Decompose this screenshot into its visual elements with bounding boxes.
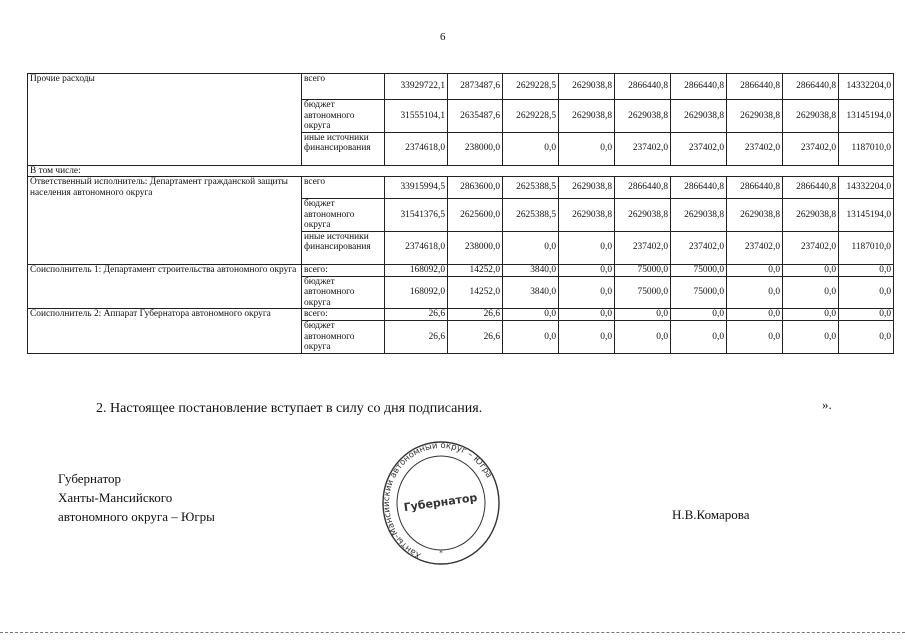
table-cell-value: 0,0 xyxy=(839,276,894,309)
table-cell-value: 2625388,5 xyxy=(503,177,559,199)
table-cell-value: 2866440,8 xyxy=(727,74,783,100)
table-cell-value: 75000,0 xyxy=(615,276,671,309)
table-cell-value: 2866440,8 xyxy=(783,177,839,199)
table-cell-value: 168092,0 xyxy=(385,276,448,309)
table-cell-value: 2866440,8 xyxy=(615,74,671,100)
table-cell-value: 2629038,8 xyxy=(559,74,615,100)
table-cell-value: 3840,0 xyxy=(503,276,559,309)
table-section-label: В том числе: xyxy=(28,165,894,177)
table-cell-program-name: Ответственный исполнитель: Департамент гражданской защиты населения автономного округа xyxy=(28,177,302,265)
table-cell-value: 0,0 xyxy=(503,132,559,165)
table-cell-funding-source: иные источники финансирования xyxy=(302,231,385,264)
table-cell-value: 2629038,8 xyxy=(783,199,839,232)
table-cell-value: 0,0 xyxy=(839,321,894,354)
table-cell-value: 33929722,1 xyxy=(385,74,448,100)
table-cell-value: 1187010,0 xyxy=(839,132,894,165)
table-cell-funding-source: всего: xyxy=(302,264,385,276)
table-cell-value: 0,0 xyxy=(727,309,783,321)
table-row xyxy=(28,309,894,321)
table-cell-value: 0,0 xyxy=(671,309,727,321)
table-cell-program-name: Соисполнитель 1: Департамент строительства автономного округа xyxy=(28,264,302,309)
clause-text: 2. Настоящее постановление вступает в силу со дня подписания. xyxy=(96,401,483,416)
table-cell-value: 0,0 xyxy=(503,321,559,354)
table-cell-value: 0,0 xyxy=(727,264,783,276)
table-cell-value: 237402,0 xyxy=(615,231,671,264)
signer-title-line-2: Ханты-Мансийского xyxy=(58,490,173,505)
signer-title-block xyxy=(58,469,215,526)
table-cell-value: 237402,0 xyxy=(783,132,839,165)
table-cell-funding-source: бюджет автономного округа xyxy=(302,321,385,354)
table-cell-value: 238000,0 xyxy=(448,132,503,165)
table-cell-program-name: Прочие расходы xyxy=(28,74,302,166)
table-cell-value: 0,0 xyxy=(559,231,615,264)
table-cell-value: 26,6 xyxy=(385,309,448,321)
table-cell-value: 26,6 xyxy=(385,321,448,354)
table-cell-value: 2866440,8 xyxy=(783,74,839,100)
table-cell-value: 0,0 xyxy=(559,321,615,354)
page-number: 6 xyxy=(440,31,446,43)
table-cell-funding-source: бюджет автономного округа xyxy=(302,276,385,309)
table-cell-value: 33915994,5 xyxy=(385,177,448,199)
table-cell-value: 168092,0 xyxy=(385,264,448,276)
table-cell-funding-source: бюджет автономного округа xyxy=(302,199,385,232)
budget-table xyxy=(27,73,894,354)
table-cell-value: 26,6 xyxy=(448,321,503,354)
table-row xyxy=(28,264,894,276)
table-cell-funding-source: всего: xyxy=(302,309,385,321)
closing-quote: ». xyxy=(822,397,832,412)
table-cell-funding-source: всего xyxy=(302,177,385,199)
table-cell-value: 0,0 xyxy=(727,321,783,354)
table-cell-value: 14332204,0 xyxy=(839,74,894,100)
table-cell-value: 0,0 xyxy=(783,321,839,354)
table-cell-value: 2629038,8 xyxy=(727,199,783,232)
table-cell-funding-source: иные источники финансирования xyxy=(302,132,385,165)
table-cell-value: 0,0 xyxy=(559,264,615,276)
table-cell-value: 237402,0 xyxy=(727,231,783,264)
table-cell-value: 2866440,8 xyxy=(727,177,783,199)
table-cell-value: 0,0 xyxy=(839,309,894,321)
table-cell-value: 0,0 xyxy=(503,231,559,264)
table-cell-value: 0,0 xyxy=(727,276,783,309)
table-cell-value: 14332204,0 xyxy=(839,177,894,199)
table-row xyxy=(28,177,894,199)
table-cell-value: 0,0 xyxy=(503,309,559,321)
table-cell-value: 2374618,0 xyxy=(385,231,448,264)
seal-ring-text: Ханты-Мансийский автономный округ – Югра xyxy=(382,440,494,561)
table-cell-value: 2374618,0 xyxy=(385,132,448,165)
table-cell-value: 2629228,5 xyxy=(503,100,559,133)
seal-center-text: Губернатор xyxy=(402,490,479,515)
table-row xyxy=(28,74,894,100)
table-cell-value: 237402,0 xyxy=(671,132,727,165)
table-cell-value: 2629228,5 xyxy=(503,74,559,100)
table-cell-value: 2629038,8 xyxy=(783,100,839,133)
table-cell-value: 75000,0 xyxy=(671,276,727,309)
bottom-scan-edge xyxy=(0,632,905,633)
table-cell-value: 237402,0 xyxy=(783,231,839,264)
table-cell-value: 2629038,8 xyxy=(671,199,727,232)
table-cell-value: 2866440,8 xyxy=(671,74,727,100)
table-cell-value: 2625600,0 xyxy=(448,199,503,232)
table-cell-value: 75000,0 xyxy=(671,264,727,276)
signer-name: Н.В.Комарова xyxy=(672,507,750,522)
table-cell-value: 2629038,8 xyxy=(671,100,727,133)
table-cell-value: 2629038,8 xyxy=(615,100,671,133)
table-cell-value: 0,0 xyxy=(783,264,839,276)
table-cell-value: 238000,0 xyxy=(448,231,503,264)
table-cell-value: 0,0 xyxy=(559,309,615,321)
table-cell-value: 2863600,0 xyxy=(448,177,503,199)
official-seal xyxy=(380,440,502,570)
table-cell-value: 2866440,8 xyxy=(615,177,671,199)
table-cell-value: 26,6 xyxy=(448,309,503,321)
table-cell-value: 2635487,6 xyxy=(448,100,503,133)
table-cell-value: 2629038,8 xyxy=(559,100,615,133)
table-cell-funding-source: бюджет автономного округа xyxy=(302,100,385,133)
table-cell-value: 2625388,5 xyxy=(503,199,559,232)
table-cell-value: 237402,0 xyxy=(615,132,671,165)
table-cell-value: 0,0 xyxy=(671,321,727,354)
table-cell-value: 3840,0 xyxy=(503,264,559,276)
table-cell-value: 0,0 xyxy=(559,132,615,165)
table-cell-value: 0,0 xyxy=(783,309,839,321)
table-cell-value: 14252,0 xyxy=(448,264,503,276)
signer-title-line-3: автономного округа – Югры xyxy=(58,509,215,524)
table-cell-value: 0,0 xyxy=(559,276,615,309)
table-cell-value: 2629038,8 xyxy=(727,100,783,133)
table-cell-value: 237402,0 xyxy=(671,231,727,264)
table-cell-value: 31541376,5 xyxy=(385,199,448,232)
table-cell-value: 0,0 xyxy=(783,276,839,309)
table-cell-value: 0,0 xyxy=(615,309,671,321)
table-cell-program-name: Соисполнитель 2: Аппарат Губернатора автономного округа xyxy=(28,309,302,354)
seal-star-icon: * xyxy=(439,549,443,557)
table-cell-value: 14252,0 xyxy=(448,276,503,309)
table-cell-value: 2629038,8 xyxy=(559,177,615,199)
budget-table-body xyxy=(28,74,894,354)
table-cell-value: 13145194,0 xyxy=(839,100,894,133)
table-cell-value: 13145194,0 xyxy=(839,199,894,232)
table-row xyxy=(28,165,894,177)
signer-title-line-1: Губернатор xyxy=(58,471,121,486)
table-cell-value: 31555104,1 xyxy=(385,100,448,133)
table-cell-value: 1187010,0 xyxy=(839,231,894,264)
table-cell-value: 237402,0 xyxy=(727,132,783,165)
table-cell-value: 2629038,8 xyxy=(559,199,615,232)
table-cell-value: 2873487,6 xyxy=(448,74,503,100)
table-cell-value: 2866440,8 xyxy=(671,177,727,199)
table-cell-value: 0,0 xyxy=(839,264,894,276)
table-cell-funding-source: всего xyxy=(302,74,385,100)
table-cell-value: 75000,0 xyxy=(615,264,671,276)
table-cell-value: 0,0 xyxy=(615,321,671,354)
table-cell-value: 2629038,8 xyxy=(615,199,671,232)
